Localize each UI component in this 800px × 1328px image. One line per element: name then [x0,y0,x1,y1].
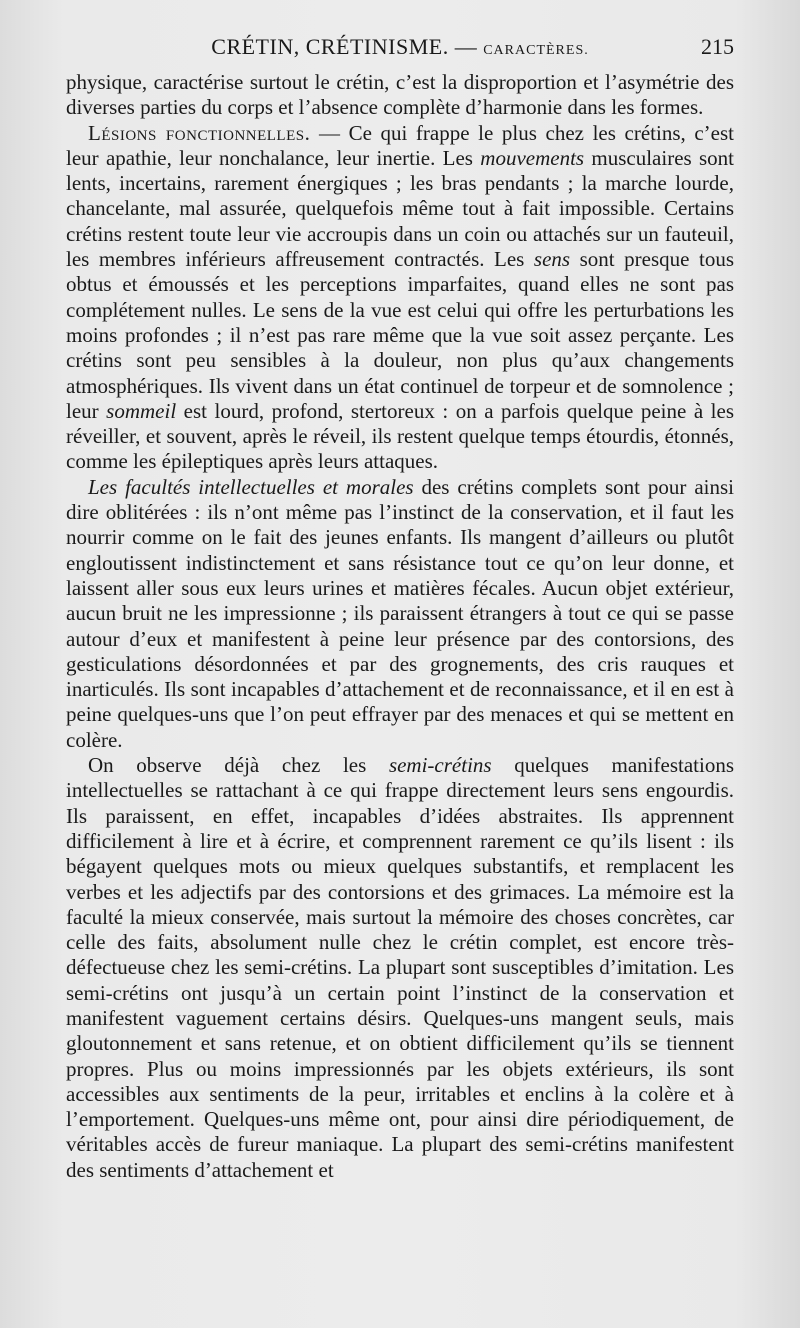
paragraph [66,121,734,475]
running-head [66,32,734,66]
text-run: On observe déjà chez les [88,753,389,778]
text-run: musculaires sont lents, incertains, rarement énergiques ; les bras pendants ; la marche lourde, chancelante, mal assurée, quelquefois même tout à fait impossible. Certains crétins restent toute leur vie accroupis dans un coin ou attachés sur un fauteuil, les membres inférieurs affreusement contractés. Les [66,145,734,272]
text-run: — Ce qui frappe le plus chez les crétins, c’est leur apathie, leur nonchalance, leur inertie. Les [66,120,734,170]
text-run: sont presque tous obtus et émoussés et les perceptions imparfaites, quand elles ne sont pas complétement nulles. Le sens de la vue est celui qui offre les perturbations les moins profondes ; il n’est pas rare même que la vue soit assez perçante. Les crétins sont peu sensibles à la douleur, non plus qu’aux changements atmosphériques. Ils vivent dans un état continuel de torpeur et de somnolence ; leur [66,247,734,423]
italic-text: Les facultés intellectuelles et morales [88,474,414,499]
running-head-subtitle: CARACTÈRES. [483,43,589,58]
page-header [66,32,734,62]
paragraph [66,70,734,121]
paragraph [66,753,734,1183]
italic-text: sens [533,247,571,272]
text-run: physique, caractérise surtout le crétin, c’est la disproportion et l’asymétrie des diverses parties du corps et l’absence complète d’harmonie dans les formes. [66,70,734,120]
italic-text: sommeil [106,398,177,423]
italic-text: mouvements [480,145,585,170]
section-heading: Lésions fonctionnelles. [88,120,311,145]
body-text [66,70,734,1183]
running-head-title: CRÉTIN, CRÉTINISME. [211,34,449,59]
paragraph [66,475,734,753]
text-run: quelques manifestations intellectuelles se rattachant à ce qui frappe directement leurs sens engourdis. Ils paraissent, en effet, incapables d’idées abstraites. Ils apprennent difficilement à lire et à écrire, et comprennent rarement ce qu’ils lisent : ils bégayent quelques mots ou mieux quelques substantifs, et remplacent les verbes et les adjectifs par des contorsions et des grimaces. La mémoire est la faculté la mieux conservée, mais surtout la mémoire des choses concrètes, car celle des faits, absolument nulle chez le crétin complet, est encore très-défectueuse chez les semi-crétins. La plupart sont susceptibles d’imitation. Les semi-crétins ont jusqu’à un certain point l’instinct de la conservation et manifestent vaguement certains désirs. Quelques-uns mangent seuls, mais gloutonnement et sans retenue, et on obtient difficilement qu’ils se tiennent propres. Plus ou moins impressionnés par les objets extérieurs, ils sont accessibles aux sentiments de la peur, irritables et enclins à la colère et à l’emportement. Quelques-uns même ont, pour ainsi dire périodiquement, de véritables accès de fureur maniaque. La plupart des semi-crétins manifestent des sentiments d’attachement et [66,753,734,1182]
italic-text: semi-crétins [388,753,492,778]
page-number: 215 [701,34,734,59]
text-run: est lourd, profond, stertoreux : on a parfois quelque peine à les réveiller, et souvent, après le réveil, ils restent quelque temps étourdis, étonnés, comme les épileptiques après leurs attaques. [66,398,734,474]
running-head-dash: — [448,34,484,59]
text-run: des crétins complets sont pour ainsi dire oblitérées : ils n’ont même pas l’instinct de la conservation, et il faut les nourrir comme on le fait des jeunes enfants. Ils mangent d’ailleurs ou plutôt engloutissent indistinctement et sans résistance tout ce qu’on leur donne, et laissent aller sous eux leurs urines et matières fécales. Aucun objet extérieur, aucun bruit ne les impressionne ; ils paraissent étrangers à tout ce qui se passe autour d’eux et manifestent à peine leur présence par des contorsions, des gesticulations désordonnées et par des grognements, des cris rauques et inarticulés. Ils sont incapables d’attachement et de reconnaissance, et il en est à peine quelques-uns que l’on peut effrayer par des menaces et qui se mettent en colère. [66,474,734,752]
